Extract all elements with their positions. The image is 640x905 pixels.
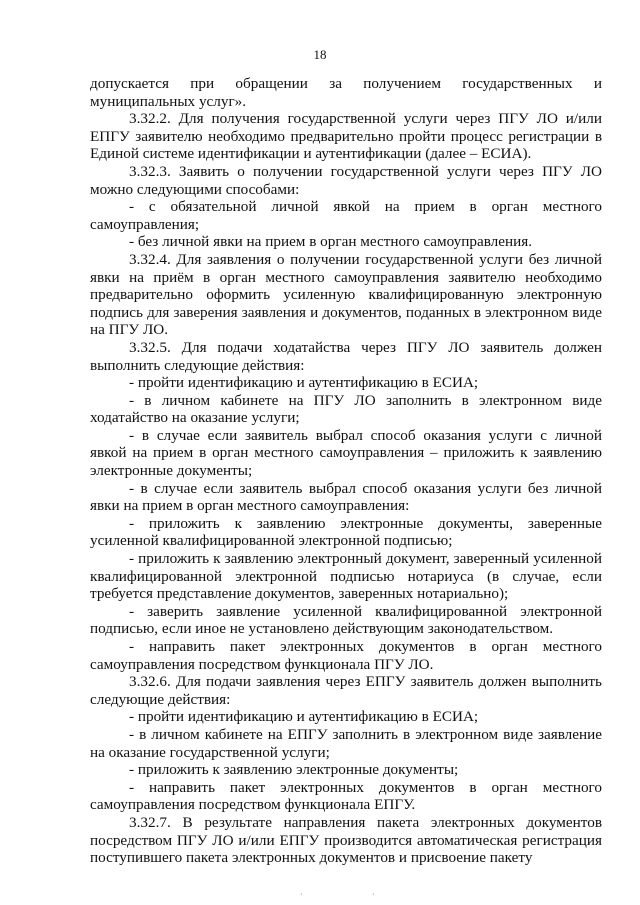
page-number: 18 (313, 47, 327, 62)
list-item: - направить пакет электронных документов в орган местного самоуправления посредством функционала ЕПГУ. (90, 778, 602, 814)
scan-mark: · (372, 890, 377, 899)
paragraph-3-32-2: 3.32.2. Для получения государственной услуги через ПГУ ЛО и/или ЕПГУ заявителю необходимо предварительно пройти процесс регистрации в Единой системе идентификации и аутентификации (далее – ЕСИА). (90, 110, 602, 163)
list-item: - без личной явки на прием в орган местного самоуправления. (129, 233, 533, 251)
list-item: - в личном кабинете на ЕПГУ заполнить в электронном виде заявление на оказание государственной услуги; (90, 725, 602, 761)
list-item: - заверить заявление усиленной квалифицированной электронной подписью, если иное не установлено действующим законодательством. (90, 602, 602, 638)
scan-mark: · (300, 890, 305, 899)
paragraph-3-32-7: 3.32.7. В результате направления пакета электронных документов посредством ПГУ ЛО и/или ЕПГУ производится автоматическая регистрация поступившего пакета электронных документов и присвоение пакету (90, 813, 602, 867)
paragraph-3-32-4: 3.32.4. Для заявления о получении государственной услуги без личной явки на приём в орган местного самоуправления заявителю необходимо предварительно оформить усиленную квалифицированную электронную подпись для заверения заявления и документов, поданных в электронном виде на ПГУ ЛО. (90, 250, 602, 339)
list-item: - с обязательной личной явкой на прием в орган местного самоуправления; (90, 198, 602, 233)
list-item: - приложить к заявлению электронные документы; (129, 761, 459, 779)
list-item: - в случае если заявитель выбрал способ оказания услуги с личной явкой на прием в орган местного самоуправления – приложить к заявлению электронные документы; (90, 426, 602, 480)
paragraph-3-32-5: 3.32.5. Для подачи ходатайства через ПГУ ЛО заявитель должен выполнить следующие действия: (90, 338, 602, 374)
paragraph-continuation: допускается при обращении за получением государственных и муниципальных услуг». (90, 75, 602, 110)
list-item: - в случае если заявитель выбрал способ оказания услуги без личной явки на прием в орган местного самоуправления: (90, 479, 602, 515)
list-item: - пройти идентификацию и аутентификацию в ЕСИА; (129, 374, 479, 392)
list-item: - приложить к заявлению электронные документы, заверенные усиленной квалифицированной электронной подписью; (90, 514, 602, 550)
list-item: - приложить к заявлению электронный документ, заверенный усиленной квалифицированной электронной подписью нотариуса (в случае, если требуется представление документов, заверенных нотариально); (90, 550, 602, 603)
paragraph-3-32-3: 3.32.3. Заявить о получении государственной услуги через ПГУ ЛО можно следующими способами: (90, 162, 602, 198)
list-item: - в личном кабинете на ПГУ ЛО заполнить в электронном виде ходатайство на оказание услуги; (90, 391, 602, 427)
scan-marks (300, 890, 377, 899)
paragraph-3-32-6: 3.32.6. Для подачи заявления через ЕПГУ заявитель должен выполнить следующие действия: (90, 673, 602, 708)
document-body (90, 75, 602, 867)
list-item: - пройти идентификацию и аутентификацию в ЕСИА; (129, 708, 479, 726)
list-item: - направить пакет электронных документов в орган местного самоуправления посредством функционала ПГУ ЛО. (90, 638, 602, 673)
